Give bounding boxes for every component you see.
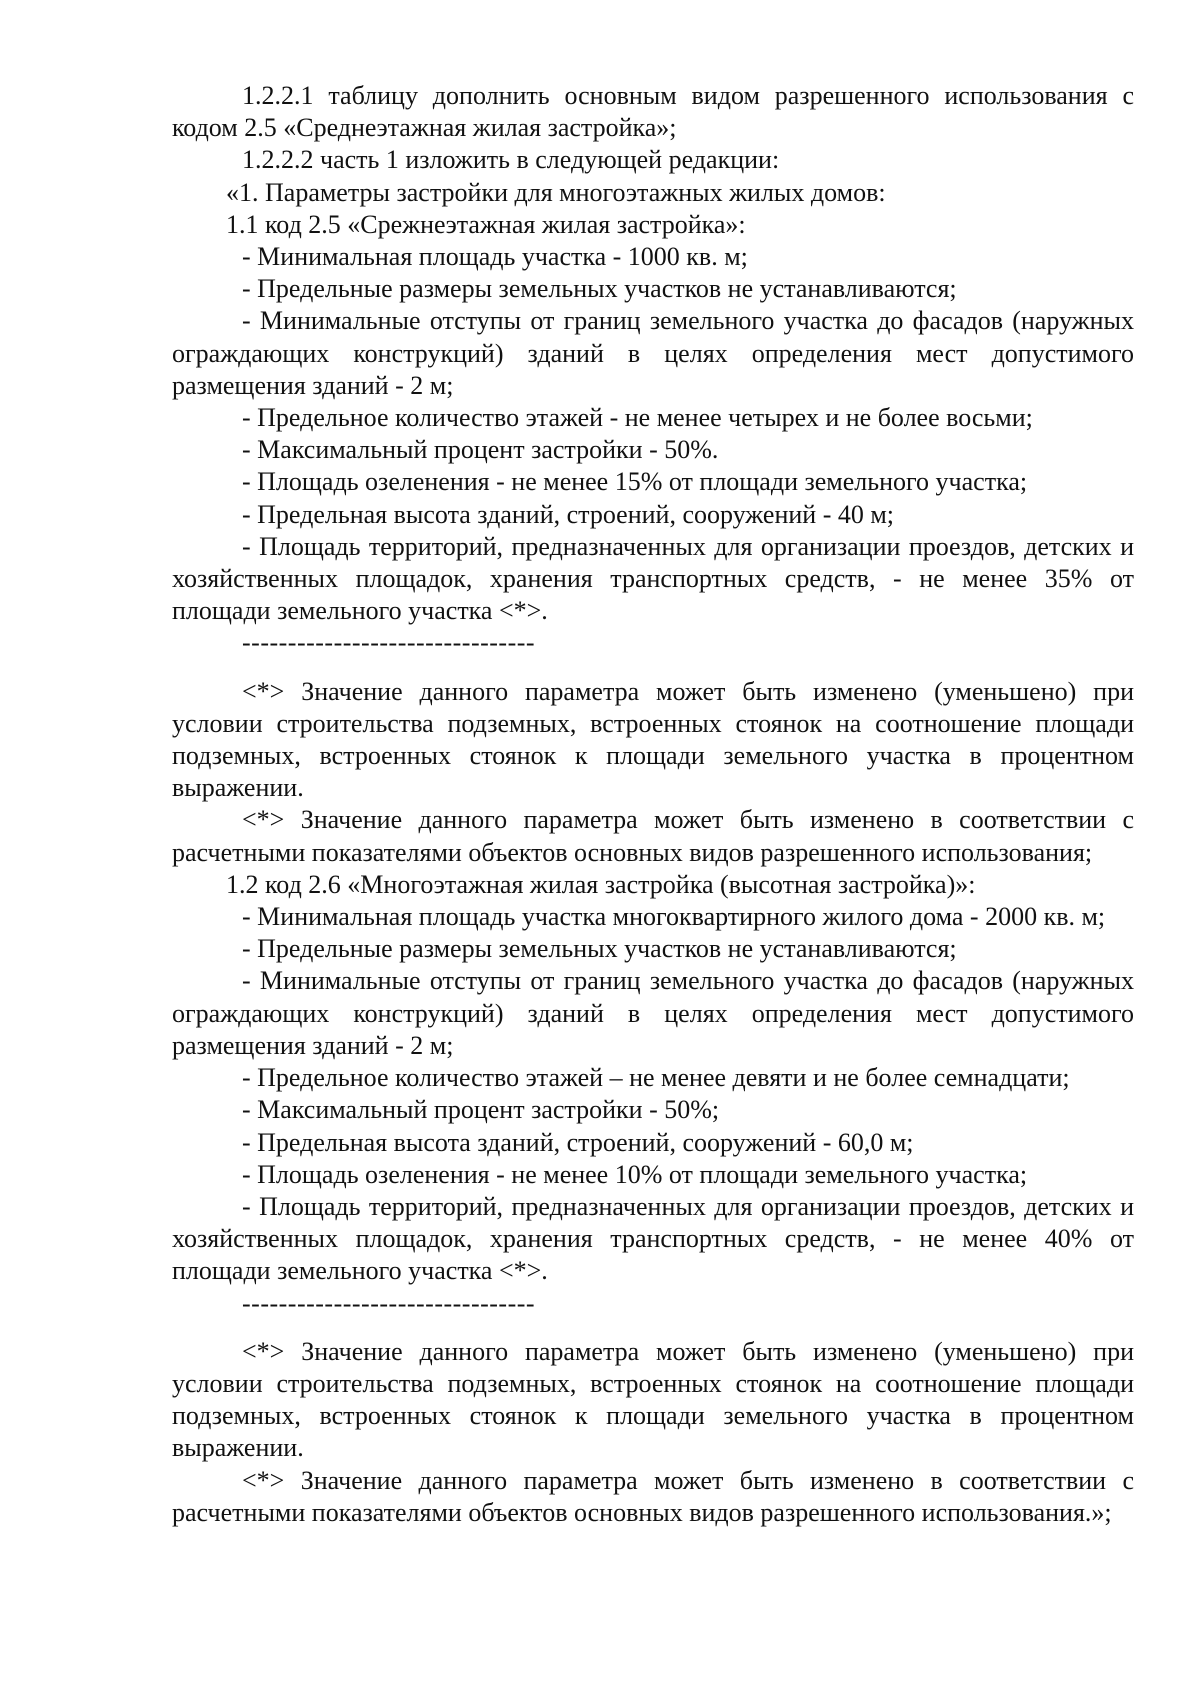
list-item-min-area-high-rise: - Минимальная площадь участка многоквартирного жилого дома - 2000 кв. м; — [242, 902, 1106, 932]
list-item-setbacks-high-rise: - Минимальные отступы от границ земельного участка до фасадов (наружных ограждающих конструкций) зданий в целях определения мест допустимого размещения зданий - 2 м; — [172, 966, 1134, 1060]
list-item-territory: - Площадь территорий, предназначенных для организации проездов, детских и хозяйственных площадок, хранения транспортных средств, - не менее 35% от площади земельного участка <*>. — [172, 531, 1134, 626]
footnote-separator-high-rise: -------------------------------- — [242, 1288, 536, 1318]
list-item-floors-high-rise: - Предельное количество этажей – не менее девяти и не более семнадцати; — [242, 1063, 1070, 1093]
list-item-setbacks: - Минимальные отступы от границ земельного участка до фасадов (наружных ограждающих конструкций) зданий в целях определения мест допустимого размещения зданий - 2 м; — [172, 306, 1134, 400]
paragraph-code-2-6: 1.2 код 2.6 «Многоэтажная жилая застройка (высотная застройка)»: — [226, 869, 976, 899]
list-item-greenery: - Площадь озеленения - не менее 15% от площади земельного участка; — [242, 467, 1028, 497]
footnote-calculation: <*> Значение данного параметра может быть изменено в соответствии с расчетными показателями объектов основных видов разрешенного использования; — [172, 805, 1134, 867]
list-item-floors: - Предельное количество этажей - не менее четырех и не более восьми; — [242, 403, 1033, 433]
footnote-calculation-high-rise: <*> Значение данного параметра может быть изменено в соответствии с расчетными показателями объектов основных видов разрешенного использования.»; — [172, 1465, 1134, 1527]
paragraph-1-2-2-1: 1.2.2.1 таблицу дополнить основным видом разрешенного использования с кодом 2.5 «Среднеэтажная жилая застройка»; — [172, 81, 1134, 143]
spacing-gap — [172, 660, 1134, 676]
footnote-separator: -------------------------------- — [242, 628, 536, 658]
list-item-height: - Предельная высота зданий, строений, сооружений - 40 м; — [242, 499, 895, 529]
paragraph-code-2-5: 1.1 код 2.5 «Срежнеэтажная жилая застройка»: — [226, 209, 746, 239]
document-body — [172, 80, 1134, 1529]
list-item-height-high-rise: - Предельная высота зданий, строений, сооружений - 60,0 м; — [242, 1127, 914, 1157]
list-item-territory-high-rise: - Площадь территорий, предназначенных для организации проездов, детских и хозяйственных площадок, хранения транспортных средств, - не менее 40% от площади земельного участка <*>. — [172, 1191, 1134, 1286]
list-item-min-area: - Минимальная площадь участка - 1000 кв. м; — [242, 242, 748, 272]
footnote-reduction: <*> Значение данного параметра может быть изменено (уменьшено) при условии строительства подземных, встроенных стоянок на соотношение площади подземных, встроенных стоянок к площади земельного участка в процентном выражении. — [172, 676, 1134, 803]
spacing-gap-high-rise — [172, 1320, 1134, 1336]
paragraph-parameters-heading: «1. Параметры застройки для многоэтажных жилых домов: — [226, 177, 886, 207]
list-item-plot-size: - Предельные размеры земельных участков не устанавливаются; — [242, 274, 957, 304]
list-item-building-percent-high-rise: - Максимальный процент застройки - 50%; — [242, 1095, 720, 1125]
footnote-reduction-high-rise: <*> Значение данного параметра может быть изменено (уменьшено) при условии строительства подземных, встроенных стоянок на соотношение площади подземных, встроенных стоянок к площади земельного участка в процентном выражении. — [172, 1336, 1134, 1463]
paragraph-1-2-2-2: 1.2.2.2 часть 1 изложить в следующей редакции: — [242, 145, 780, 175]
list-item-greenery-high-rise: - Площадь озеленения - не менее 10% от площади земельного участка; — [242, 1159, 1028, 1189]
list-item-building-percent: - Максимальный процент застройки - 50%. — [242, 435, 719, 465]
list-item-plot-size-high-rise: - Предельные размеры земельных участков не устанавливаются; — [242, 934, 957, 964]
